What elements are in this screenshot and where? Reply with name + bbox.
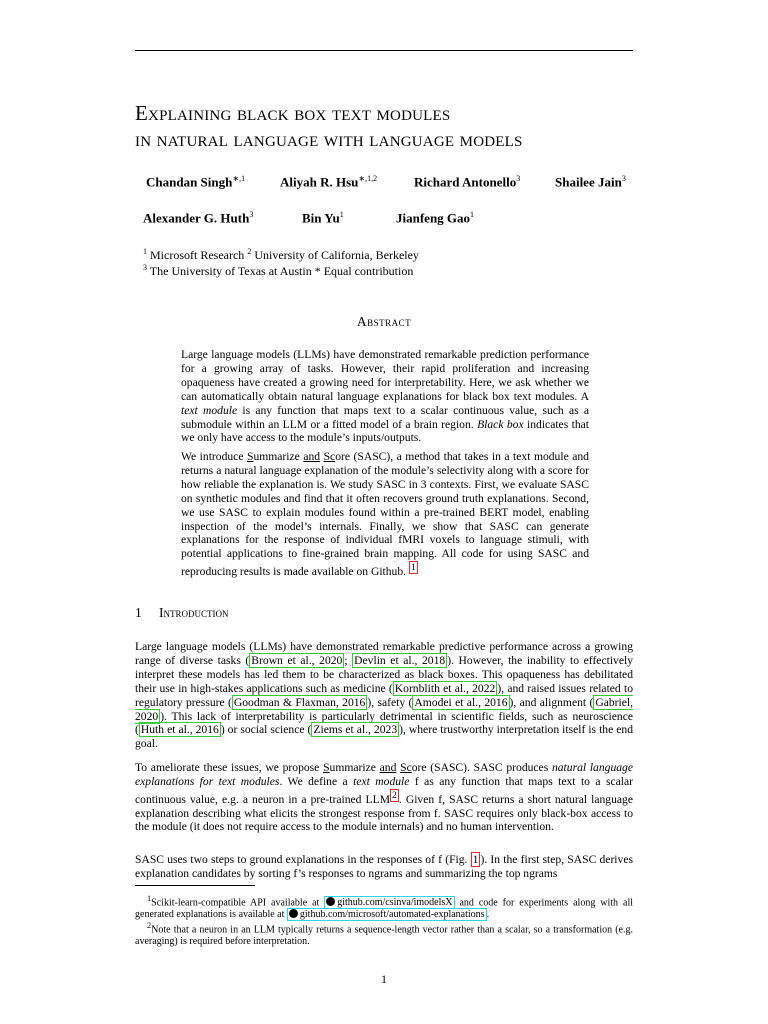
citation-devlin-2018[interactable]: Devlin et al., 2018: [354, 653, 446, 667]
citation-amodei-2016[interactable]: Amodei et al., 2016: [414, 695, 508, 709]
footnote-1: $^1$Scikit-learn-compatible API available at github.com/csinva/imodelsX and code for experiments along with all generated explanations is available at github.com/microsoft/automated-explanations .: [135, 894, 633, 921]
citation-gabriel-2020[interactable]: Gabriel, 2020: [135, 695, 634, 723]
affiliations-line-2: $^3$ The University of Texas at Austin * Equal contribution: [143, 263, 414, 278]
abstract-heading: Abstract: [356, 314, 412, 329]
abstract-paragraph-2: We introduce Summarize and Score (SASC), a method that takes in a text module and returns a natural language explanation of the module’s selectivity along with a score for how reliable the explanation is. We study SASC in 3 contexts. First, we evaluate SASC on synthetic modules and find that it often recovers ground truth explanations. Second, we use SASC to explain modules found within a pre-trained BERT model, enabling inspection of the model’s internals. Finally, we show that SASC can generate explanations for the response of individual fMRI voxels to language stimuli, with potential applications to fine-grained brain mapping. All code for using SASC and reproducing results is made available on Github. $^1$: [181, 450, 589, 579]
author-alexander-huth: Alexander G. Huth$^3$: [143, 210, 254, 226]
citation-kornblith-2022[interactable]: Kornblith et al., 2022: [394, 681, 496, 695]
citation-ziems-2023[interactable]: Ziems et al., 2023: [313, 723, 398, 737]
author-richard-antonello: Richard Antonello$^3$: [414, 174, 521, 190]
github-icon: [289, 909, 298, 918]
header-rule: [135, 50, 633, 51]
footnote-rule: [135, 885, 255, 886]
abstract-paragraph-1: Large language models (LLMs) have demonstrated remarkable prediction performance for a growing array of tasks. However, their rapid proliferation and increasing opaqueness have created a growing need for interpretability. Here, we ask whether we can automatically obtain natural language explanations for black box text modules. A text module is any function that maps text to a scalar continuous value, such as a submodule within an LLM or a fitted model of a brain region. Black box indicates that we only have access to the module’s inputs/outputs.: [181, 348, 589, 445]
intro-paragraph-3: SASC uses two steps to ground explanations in the responses of f (Fig. 1 ). In the first step, SASC derives explanation candidates by sorting f’s responses to ngrams and summarizing the top ngrams: [135, 853, 633, 880]
citation-goodman-2016[interactable]: Goodman & Flaxman, 2016: [233, 695, 366, 709]
paper-title: Explaining black box text modules in natural language with language models: [135, 101, 523, 151]
github-icon: [326, 897, 335, 906]
author-jianfeng-gao: Jianfeng Gao$^1$: [396, 210, 475, 226]
footnote-link-2[interactable]: 2: [392, 789, 397, 801]
author-bin-yu: Bin Yu$^1$: [302, 210, 344, 226]
footnote-2: $^2$Note that a neuron in an LLM typically returns a sequence-length vector rather than a scalar, so a transformation (e.g. averaging) is required before interpretation.: [135, 921, 633, 948]
link-imodelsx[interactable]: github.com/csinva/imodelsX: [324, 896, 454, 909]
citation-huth-2016[interactable]: Huth et al., 2016: [140, 723, 219, 737]
author-aliyah-hsu: Aliyah R. Hsu$^{∗,1,2}$: [280, 174, 378, 190]
author-chandan-singh: Chandan Singh$^{∗,1}$: [146, 174, 246, 190]
footnote-link-1[interactable]: 1: [410, 562, 416, 574]
intro-paragraph-2: To ameliorate these issues, we propose Summarize and Score (SASC). SASC produces natural language explanations for text modules. We define a text module f as any function that maps text to a scalar continuous value, e.g. a neuron in a pre-trained LLM $^2$ . Given f, SASC returns a short natural language explanation describing what elicits the strongest response from f. SASC requires only black-box access to the module (it does not require access to the module internals) and no human intervention.: [135, 761, 633, 834]
section-heading-introduction: 1 Introduction: [135, 605, 229, 620]
citation-brown-2020[interactable]: Brown et al., 2020: [251, 653, 343, 667]
figure-link-1[interactable]: 1: [472, 853, 479, 866]
link-automated-explanations[interactable]: github.com/microsoft/automated-explanations: [287, 908, 487, 921]
affiliations-line-1: $^1$ Microsoft Research $^2$ University of California, Berkeley: [143, 247, 419, 262]
author-shailee-jain: Shailee Jain$^3$: [555, 174, 626, 190]
page-number: 1: [381, 972, 387, 986]
intro-paragraph-1: Large language models (LLMs) have demonstrated remarkable predictive performance across a growing range of diverse tasks ( Brown et al., 2020 ; Devlin et al., 2018 ). However, the inability to effectively interpret these models has led them to be characterized as black boxes. This opaqueness has debilitated their use in high-stakes applications such as medicine ( Kornblith et al., 2022 ), and raised issues related to regulatory pressure ( Goodman & Flaxman, 2016 ), safety ( Amodei et al., 2016 ), and alignment ( Gabriel, 2020 ). This lack of interpretability is particularly detrimental in scientific fields, such as neuroscience ( Huth et al., 2016 ) or social science ( Ziems et al., 2023 ), where trustworthy interpretation itself is the end goal.: [135, 640, 634, 751]
